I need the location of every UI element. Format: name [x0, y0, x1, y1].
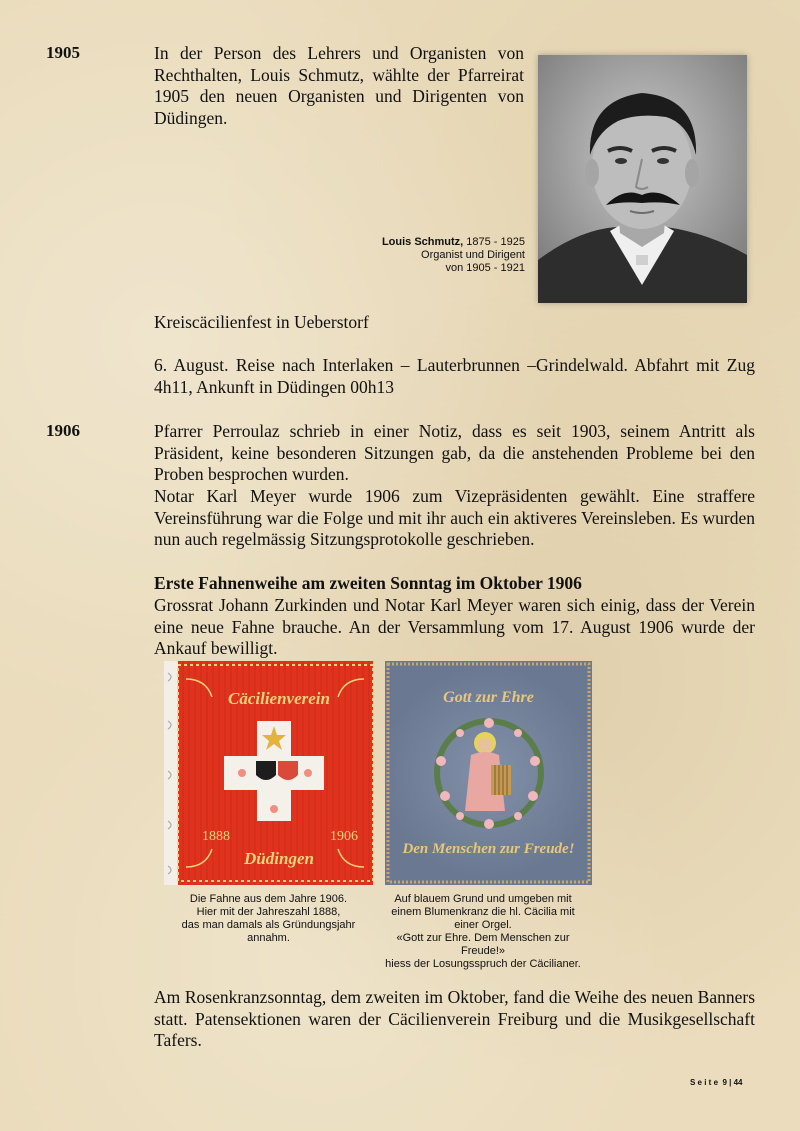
blue-flag-arc-top: Gott zur Ehre	[443, 689, 534, 706]
blue-flag-caption-line: hiess der Losungsspruch der Cäcilianer.	[385, 958, 581, 970]
portrait-photo	[538, 55, 747, 303]
paragraph-1906-fahne: Grossrat Johann Zurkinden und Notar Karl Meyer waren sich einig, dass der Verein eine neue Fahne brauche. An der Versammlung vom 17. August 1906 wurde der Ankauf bewilligt.	[154, 595, 755, 658]
section-heading-fahnenweihe: Erste Fahnenweihe am zweiten Sonntag im Oktober 1906	[154, 573, 582, 593]
red-flag-caption-line: annahm.	[247, 932, 290, 944]
red-flag-year-right: 1906	[330, 829, 358, 844]
portrait-caption-name: Louis Schmutz,	[381, 236, 464, 248]
blue-flag-photo	[385, 661, 592, 885]
page-number: S e i t e 9 | 44	[690, 1078, 743, 1087]
fest-line: Kreiscäcilienfest in Ueberstorf	[154, 312, 369, 332]
portrait-caption-role: Organist und Dirigent	[421, 249, 525, 261]
paragraph-1906-vizepraesident: Notar Karl Meyer wurde 1906 zum Vizepräsidenten gewählt. Eine straffere Vereinsführung war die Folge und mit ihr auch ein aktiveres Vereinsleben. Es wurden nun auch regelmässig Sitzungsprotokolle geschrieben.	[154, 486, 755, 549]
paragraph-1906-weihe: Am Rosenkranzsonntag, dem zweiten im Oktober, fand die Weihe des neuen Banners statt. Patensektionen waren der Cäcilienverein Freiburg und die Musikgesellschaft Tafers.	[154, 987, 755, 1050]
year-1905: 1905	[46, 43, 80, 62]
red-flag-year-left: 1888	[202, 829, 230, 844]
blue-flag-caption	[372, 893, 594, 971]
red-flag-caption-line: Hier mit der Jahreszahl 1888,	[196, 906, 341, 918]
red-flag-caption	[164, 893, 373, 945]
red-flag-photo	[164, 661, 373, 885]
blue-flag-arc-bottom: Den Menschen zur Freude!	[402, 841, 575, 857]
blue-flag-caption-line: einem Blumenkranz die hl. Cäcilia mit	[391, 906, 575, 918]
blue-flag-caption-line: einer Orgel.	[454, 919, 512, 931]
portrait-illustration	[538, 55, 747, 303]
portrait-caption	[372, 236, 525, 275]
red-flag-caption-line: das man damals als Gründungsjahr	[181, 919, 356, 931]
paragraph-1905-intro: In der Person des Lehrers und Organisten von Rechthalten, Louis Schmutz, wählte der Pfarreirat 1905 den neuen Organisten und Dirigenten von Düdingen.	[154, 43, 524, 128]
red-flag-arc-top: Cäcilienverein	[228, 689, 330, 708]
paragraph-1906-notiz: Pfarrer Perroulaz schrieb in einer Notiz, dass es seit 1903, seinem Antritt als Präsident, keine besonderen Sitzungen gab, da die anstehenden Probleme bei den Proben besprochen wurden.	[154, 421, 755, 484]
year-1906: 1906	[46, 421, 80, 440]
blue-flag-caption-line: Freude!»	[460, 945, 506, 957]
portrait-caption-years: von 1905 - 1921	[445, 262, 525, 274]
portrait-caption-dates: 1875 - 1925	[463, 236, 525, 248]
blue-flag-caption-line: Auf blauem Grund und umgeben mit	[394, 893, 572, 905]
red-flag-caption-line: Die Fahne aus dem Jahre 1906.	[189, 893, 348, 905]
red-flag-arc-bottom: Düdingen	[244, 849, 314, 868]
blue-flag-caption-line: «Gott zur Ehre. Dem Menschen zur	[396, 932, 570, 944]
paragraph-1905-trip: 6. August. Reise nach Interlaken – Lauterbrunnen –Grindelwald. Abfahrt mit Zug 4h11, Ankunft in Düdingen 00h13	[154, 355, 755, 397]
